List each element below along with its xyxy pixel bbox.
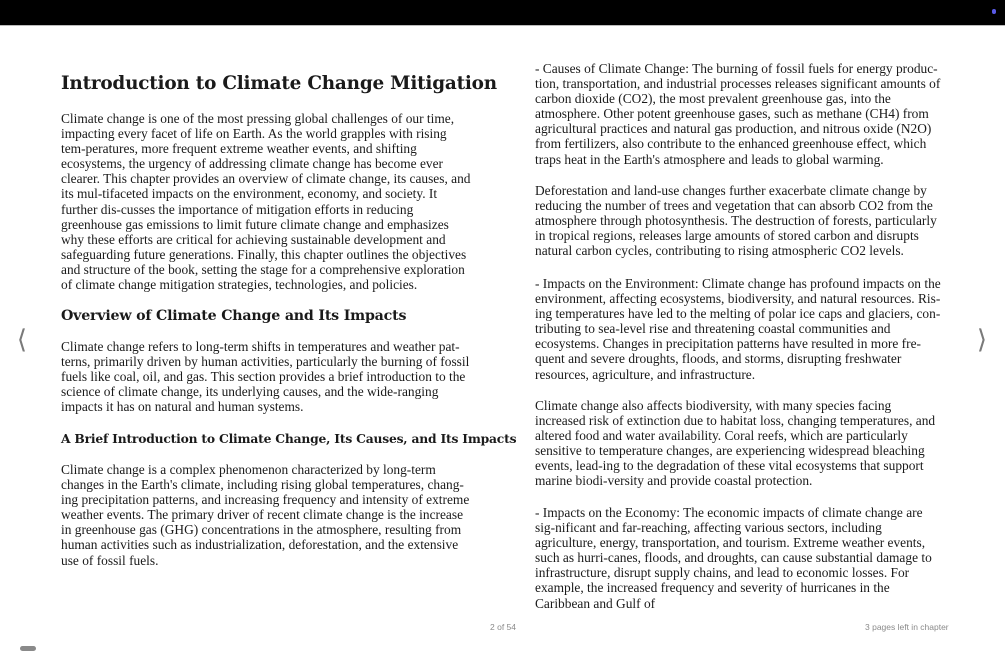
- intro-paragraph: Climate change is one of the most pressing global challenges of our time, impacting every facet of life on Earth. As the world grapples with rising tem-peratures, more frequent extreme weather events, and shifting ecosystems, the urgency of addressing climate change has become ever clearer. This chapter provides an overview of climate change, its causes, and its mul-tifaceted impacts on the environment, economy, and society. It further dis-cusses the importance of mitigation efforts in reducing greenhouse gas emissions to limit future climate change and emphasizes why these efforts are critical for achieving sustainable development and safeguarding future generations. Finally, this chapter outlines the objectives and structure of the book, setting the stage for a comprehensive exploration of climate change mitigation strategies, technologies, and policies.: [61, 111, 471, 293]
- section-heading: Overview of Climate Change and Its Impacts: [61, 308, 407, 324]
- subsection-paragraph: Climate change is a complex phenomenon characterized by long-term changes in the Earth's climate, including rising global temperatures, chang-ing precipitation patterns, and increasing frequency and intensity of extreme weather events. The primary driver of recent climate change is the increase in greenhouse gas (GHG) concentrations in the atmosphere, resulting from human activities such as industrialization, deforestation, and the extensive use of fossil fuels.: [61, 462, 470, 568]
- next-page-button[interactable]: [972, 326, 992, 354]
- chapter-title: Introduction to Climate Change Mitigation: [61, 73, 497, 94]
- scroll-handle[interactable]: [20, 646, 36, 651]
- previous-page-button[interactable]: [12, 326, 32, 354]
- deforestation-paragraph: Deforestation and land-use changes further exacerbate climate change by reducing the number of trees and vegetation that can absorb CO2 from the atmosphere through photosynthesis. The destruction of forests, particularly in tropical regions, releases large amounts of stored carbon and disrupts natural carbon cycles, contributing to rising atmospheric CO2 levels.: [535, 183, 937, 259]
- section-paragraph: Climate change refers to long-term shifts in temperatures and weather pat-terns, primarily driven by human activities, particularly the burning of fossil fuels like coal, oil, and gas. This section provides a brief introduction to the science of climate change, its underlying causes, and the wide-ranging impacts it has on natural and human systems.: [61, 339, 470, 415]
- page-indicator: 2 of 54: [490, 622, 516, 632]
- chevron-left-icon: ⟨: [16, 325, 28, 355]
- pages-left-in-chapter: 3 pages left in chapter: [865, 622, 949, 632]
- economy-impacts-paragraph: - Impacts on the Economy: The economic impacts of climate change are sig-nificant and far-reaching, affecting various sectors, including agriculture, energy, transportation, and tourism. Extreme weather events, such as hurri-canes, floods, and droughts, can cause substantial damage to infrastructure, disrupt supply chains, and lead to economic losses. For example, the increased frequency and severity of hurricanes in the Caribbean and Gulf of: [535, 505, 932, 611]
- status-indicator-dot: [992, 9, 996, 14]
- chevron-right-icon: ⟩: [976, 325, 988, 355]
- subsection-heading: A Brief Introduction to Climate Change, Its Causes, and Its Impacts: [61, 431, 517, 446]
- window-top-bar: [0, 0, 1005, 26]
- biodiversity-paragraph: Climate change also affects biodiversity, with many species facing increased risk of extinction due to habitat loss, changing temperatures, and altered food and water availability. Coral reefs, which are particularly sensitive to temperature changes, are experiencing widespread bleaching events, lead-ing to the degradation of these vital ecosystems that support marine biodi-versity and provide coastal protection.: [535, 398, 936, 489]
- environment-impacts-paragraph: - Impacts on the Environment: Climate change has profound impacts on the environment, affecting ecosystems, biodiversity, and natural resources. Ris-ing temperatures have led to the melting of polar ice caps and glaciers, con-tributing to sea-level rise and threatening coastal communities and ecosystems. Changes in precipitation patterns have resulted in more fre-quent and severe droughts, floods, and storms, disrupting freshwater resources, agriculture, and infrastructure.: [535, 276, 941, 382]
- causes-paragraph: - Causes of Climate Change: The burning of fossil fuels for energy produc-tion, transportation, and industrial processes releases significant amounts of carbon dioxide (CO2), the most prevalent greenhouse gas, into the atmosphere. Other potent greenhouse gases, such as methane (CH4) from agricultural practices and natural gas production, and nitrous oxide (N2O) from fertilizers, also contribute to the enhanced greenhouse effect, which traps heat in the Earth's atmosphere and leads to global warming.: [535, 61, 941, 167]
